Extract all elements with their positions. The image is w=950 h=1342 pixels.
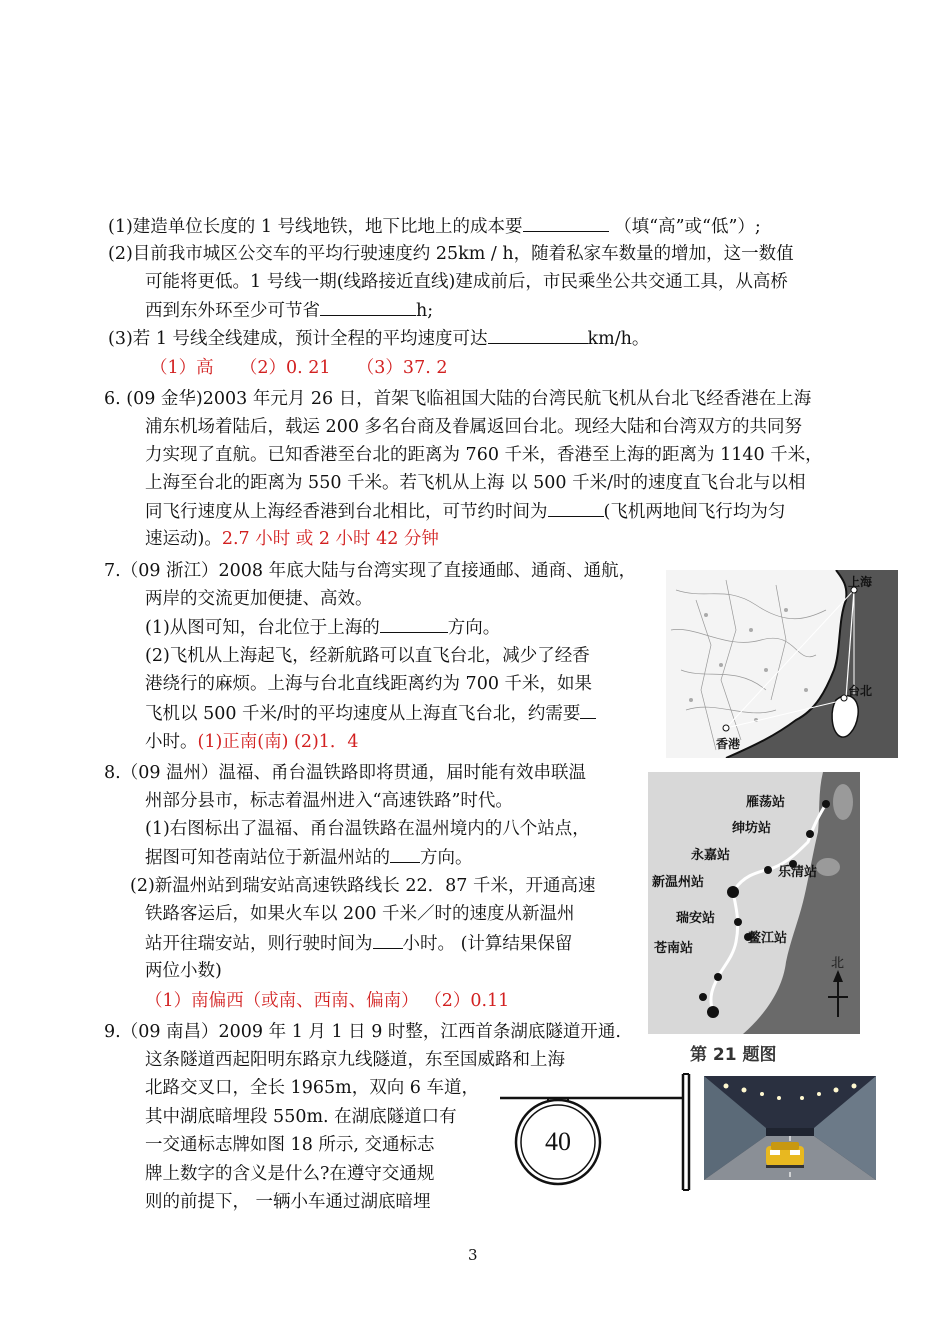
speed-sign-drawing — [498, 1072, 696, 1192]
station-yueqing: 乐清站 — [778, 865, 818, 880]
q9-line6: 牌上数字的含义是什么?在遵守交通规 — [145, 1164, 435, 1184]
station-shenfang: 绅坊站 — [732, 821, 772, 836]
q8-line1: 8.（09 温州）温福、甬台温铁路即将贯通，届时能有效串联温 — [104, 763, 587, 783]
answer-blank[interactable] — [390, 846, 420, 863]
answer-blank[interactable] — [373, 932, 403, 949]
q9-line7: 则的前提下， 一辆小车通过湖底暗埋 — [145, 1192, 431, 1212]
q6-answer: 2.7 小时 或 2 小时 42 分钟 — [221, 529, 439, 549]
wenzhou-railway-map — [648, 772, 860, 1070]
q9-line1: 9.（09 南昌）2009 年 1 月 1 日 9 时整，江西首条湖底隧道开通. — [104, 1022, 621, 1042]
station-aojiang: 鳌江站 — [748, 931, 788, 946]
station-yandang: 雁荡站 — [746, 795, 786, 810]
q7-line7: 小时。(1)正南(南) (2)1．4 — [145, 732, 359, 752]
speed-limit-value: 40 — [545, 1127, 571, 1156]
q8-answer: （1）南偏西（或南、西南、偏南） （2）0.11 — [145, 991, 510, 1011]
map-label-taipei: 台北 — [848, 684, 873, 698]
q6-line4: 上海至台北的距离为 550 千米。若飞机从上海 以 500 千米/时的速度直飞台北与以相 — [145, 473, 806, 493]
tunnel-photo-drawing — [704, 1076, 876, 1180]
answer-blank[interactable] — [320, 299, 416, 316]
map-caption: 第 21 题图 — [690, 1045, 777, 1065]
tunnel-photo — [704, 1076, 876, 1180]
q5-answer: （1）高 （2）0. 21 （3）37. 2 — [150, 358, 448, 378]
q8-line8: 两位小数) — [145, 961, 222, 981]
answer-blank[interactable] — [523, 215, 609, 232]
q5-part1: (1)建造单位长度的 1 号线地铁，地下比地上的成本要 （填“高”或“低”）; — [108, 217, 761, 237]
map-drawing — [666, 570, 898, 758]
railway-map-drawing — [648, 772, 860, 1070]
q9-line4: 其中湖底暗埋段 550m. 在湖底隧道口有 — [145, 1107, 457, 1127]
station-cangnan: 苍南站 — [654, 941, 694, 956]
q9-line5: 一交通标志牌如图 18 所示, 交通标志 — [145, 1135, 435, 1155]
station-ruian: 瑞安站 — [676, 911, 716, 926]
q5-part3: (3)若 1 号线全线建成，预计全程的平均速度可达 km/h。 — [108, 329, 650, 349]
q7-line5: 港绕行的麻烦。上海与台北直线距离约为 700 千米，如果 — [145, 674, 593, 694]
q9-line2: 这条隧道西起阳明东路京九线隧道，东至国威路和上海 — [145, 1050, 565, 1070]
shanghai-taiwan-map — [666, 570, 898, 758]
station-yongjia: 永嘉站 — [691, 848, 731, 863]
q8-line6: 铁路客运后，如果火车以 200 千米／时的速度从新温州 — [145, 904, 575, 924]
q6-line1: 6. (09 金华)2003 年元月 26 日，首架飞临祖国大陆的台湾民航飞机从台北飞经香港在上海 — [104, 389, 812, 409]
q5-part2-line1: (2)目前我市城区公交车的平均行驶速度约 25km / h，随着私家车数量的增加，这一数值 — [108, 244, 794, 264]
answer-blank[interactable] — [488, 327, 588, 344]
q6-line2: 浦东机场着陆后，载运 200 多名台商及眷属返回台北。现经大陆和台湾双方的共同努 — [145, 417, 803, 437]
q8-line2: 州部分县市，标志着温州进入“高速铁路”时代。 — [145, 791, 513, 811]
page-number: 3 — [468, 1246, 478, 1264]
q6-line6: 速运动)。2.7 小时 或 2 小时 42 分钟 — [145, 529, 439, 549]
map-label-shanghai: 上海 — [848, 575, 873, 589]
q8-line5: (2)新温州站到瑞安站高速铁路线长 22．87 千米，开通高速 — [130, 876, 596, 896]
q6-line3: 力实现了直航。已知香港至台北的距离为 760 千米，香港至上海的距离为 1140 千米， — [145, 445, 823, 465]
q5-part2-line2: 可能将更低。1 号线一期(线路接近直线)建成前后，市民乘坐公共交通工具，从高桥 — [145, 272, 788, 292]
q9-line3: 北路交叉口，全长 1965m，双向 6 车道， — [145, 1078, 479, 1098]
q7-line6: 飞机以 500 千米/时的平均速度从上海直飞台北，约需要 — [145, 702, 596, 725]
station-xinwenzhou: 新温州站 — [652, 875, 705, 890]
q7-answer: (1)正南(南) (2)1．4 — [197, 732, 359, 752]
speed-limit-sign-figure — [498, 1072, 696, 1192]
answer-blank[interactable] — [580, 702, 596, 719]
q7-line4: (2)飞机从上海起飞，经新航路可以直飞台北，减少了经香 — [145, 646, 590, 666]
q8-line3: (1)右图标出了温福、甬台温铁路在温州境内的八个站点， — [145, 819, 590, 839]
answer-blank[interactable] — [380, 616, 448, 633]
answer-blank[interactable] — [548, 500, 604, 517]
q7-line1: 7.（09 浙江）2008 年底大陆与台湾实现了直接通邮、通商、通航， — [104, 561, 637, 581]
q6-line5: 同飞行速度从上海经香港到台北相比，可节约时间为 (飞机两地间飞行均为匀 — [145, 502, 786, 522]
q5-part2-line3: 西到东外环至少可节省 h; — [145, 301, 434, 321]
map-label-hongkong: 香港 — [716, 737, 741, 751]
north-label: 北 — [831, 956, 845, 971]
q7-line2: 两岸的交流更加便捷、高效。 — [145, 589, 373, 609]
q8-line7: 站开往瑞安站，则行驶时间为 小时。 (计算结果保留 — [145, 934, 573, 954]
q8-line4: 据图可知苍南站位于新温州站的 方向。 — [145, 848, 473, 868]
q7-line3: (1)从图可知，台北位于上海的 方向。 — [145, 618, 501, 638]
